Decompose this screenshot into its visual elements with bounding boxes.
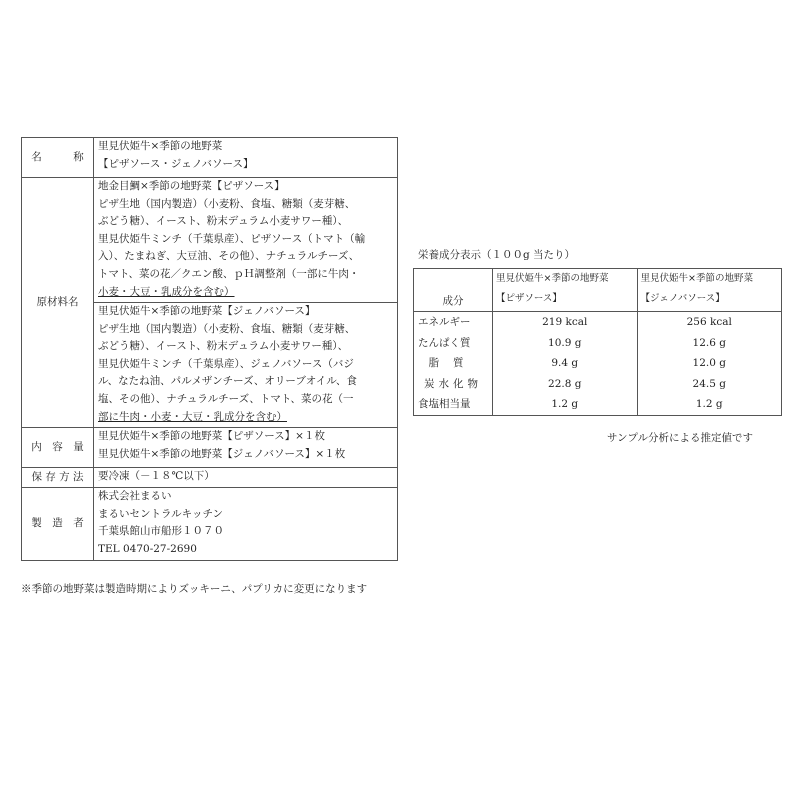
ingredient-line: 里見伏姫牛×季節の地野菜【ジェノバソース】 [98,305,316,317]
maker-line: まるいセントラルキッチン [98,507,223,520]
spec-label-ingredients: 原材料名 [22,178,94,428]
nutrient-value: 22.8 g [548,377,582,390]
nutrition-values-genova [637,312,782,416]
ingredient-line: トマト、菜の花／クエン酸、ｐＨ調整剤（一部に牛肉・ [98,267,360,280]
spec-label-contents: 内 容 量 [22,428,94,468]
ingredient-line: ぶどう糖）、イースト、粉末デュラム小麦サワー種）、 [98,340,349,353]
nutrient-label: 炭水化物 [424,377,482,390]
ingredient-line: 小麦・大豆・乳成分を含む） [98,285,235,298]
seasonal-vegetable-note: ※季節の地野菜は製造時期によりズッキーニ、パプリカに変更になります [21,583,368,595]
spec-label-storage: 保 存 方 法 [22,468,94,488]
ingredient-line: 部に牛肉・小麦・大豆・乳成分を含む） [98,410,287,423]
nutrient-value: 1.2 g [551,398,579,410]
spec-value-maker [94,488,398,561]
nutrition-header-row [414,269,782,312]
nutrient-value: 12.6 g [692,336,726,349]
nutrition-category-header: 成分 [414,269,493,312]
ingredient-line: 里見伏姫牛ミンチ（千葉県産）、ジェノバソース（バジ [98,357,354,370]
spec-row-maker [22,488,398,561]
maker-line: 株式会社まるい [98,490,172,502]
nutrient-value: 1.2 g [695,398,723,410]
ingredient-line: 里見伏姫牛ミンチ（千葉県産）、ピザソース（トマト（輸 [98,232,366,245]
nutrient-value: 12.0 g [692,357,726,369]
spec-row-storage [22,468,398,488]
contents-line: 里見伏姫牛×季節の地野菜【ピザソース】×１枚 [98,430,325,442]
ingredient-line: 塩、その他）、ナチュラルチーズ、トマト、菜の花（一 [98,392,354,405]
name-line: 【ピザソース・ジェノバソース】 [98,157,254,170]
nutrient-label: エネルギー [418,316,471,328]
nutrition-values-pizza [493,312,638,416]
spec-row-ingredients-pizza [22,178,398,303]
name-line: 里見伏姫牛×季節の地野菜 [98,140,223,152]
nutrient-label: 食塩相当量 [418,398,471,410]
storage-value: 要冷凍（－１８℃以下） [98,470,215,482]
nutrition-footnote: サンプル分析による推定値です [607,432,754,444]
nutrition-col-pizza: 里見伏姫牛×季節の地野菜 【ピザソース】 [493,269,638,312]
nutrient-value: 219 kcal [542,316,588,328]
spec-value-contents [94,428,398,468]
maker-line: 千葉県館山市船形１０７０ [98,525,224,538]
contents-line: 里見伏姫牛×季節の地野菜【ジェノバソース】×１枚 [98,447,346,460]
spec-row-contents [22,428,398,468]
nutrient-value: 256 kcal [686,316,732,328]
nutrient-value: 9.4 g [551,357,579,369]
nutrient-value: 24.5 g [692,377,726,390]
nutrition-title: 栄養成分表示（１００g 当たり） [418,249,576,261]
ingredient-line: ピザ生地（国内製造）（小麦粉、食塩、糖類（麦芽糖、 [98,322,356,335]
ingredient-line: ピザ生地（国内製造）（小麦粉、食塩、糖類（麦芽糖、 [98,197,356,210]
nutrient-value: 10.9 g [548,336,582,349]
nutrition-row-labels [414,312,493,416]
spec-row-name [22,138,398,178]
product-spec-table [21,137,398,561]
spec-label-maker: 製 造 者 [22,488,94,561]
nutrient-label: たんぱく質 [418,336,471,349]
ingredient-line: 地金目鯛×季節の地野菜【ピザソース】 [98,180,285,192]
nutrition-body [414,312,782,416]
spec-label-name: 名 称 [22,138,94,178]
spec-value-name [94,138,398,178]
nutrition-col-genova: 里見伏姫牛×季節の地野菜 【ジェノバソース】 [637,269,782,312]
maker-line: TEL 0470-27-2690 [98,542,197,555]
nutrition-table [413,268,782,416]
spec-value-storage [94,468,398,488]
nutrient-label: 脂質 [428,357,478,369]
ingredients-pizza [94,178,398,303]
ingredient-line: ル、なたね油、パルメザンチーズ、オリーブオイル、食 [98,375,357,388]
ingredient-line: ぶどう糖）、イースト、粉末デュラム小麦サワー種）、 [98,215,349,228]
ingredient-line: 入）、たまねぎ、大豆油、その他）、ナチュラルチーズ、 [98,250,360,263]
ingredients-genova [94,303,398,428]
